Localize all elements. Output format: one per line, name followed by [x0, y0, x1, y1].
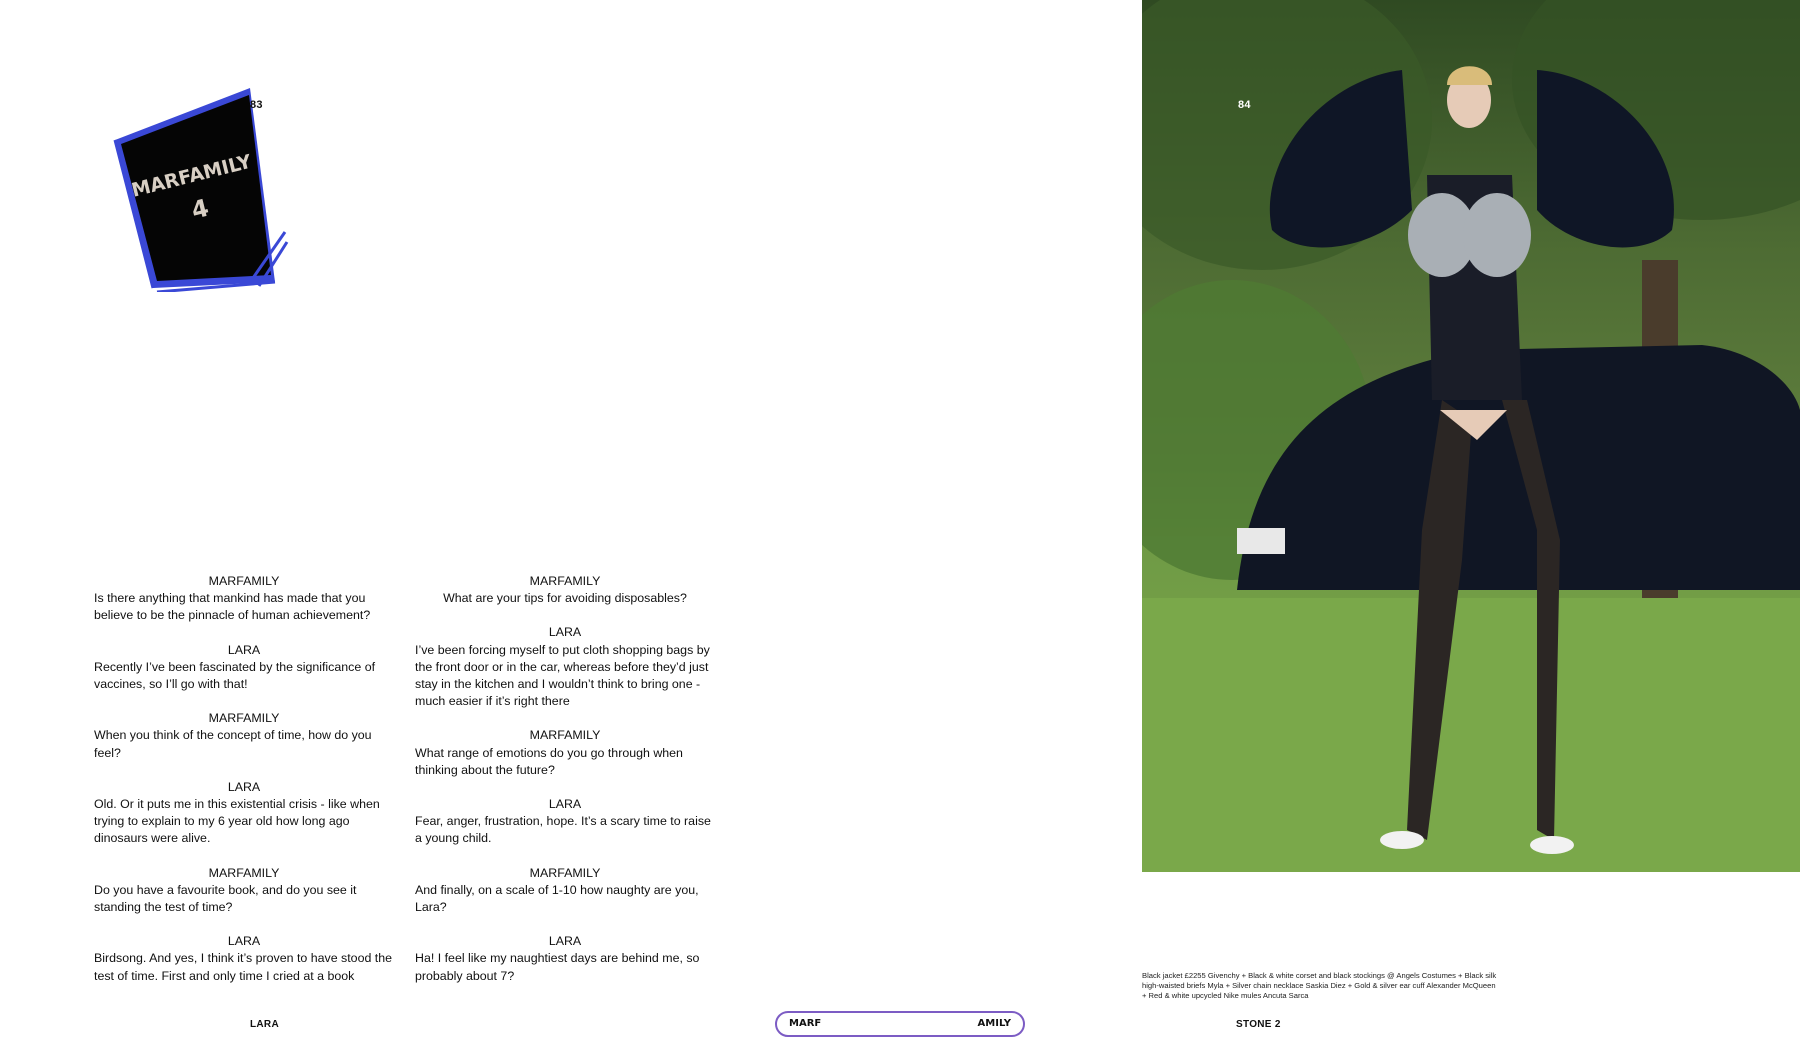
speaker-label: LARA — [227, 779, 261, 794]
speaker-label: MARFAMILY — [208, 711, 280, 726]
qa-text: Do you have a favourite book, and do you see it standing the test of time? — [94, 882, 357, 915]
page-number-right: 84 — [1238, 99, 1251, 111]
svg-text:MARFAMILY: MARFAMILY — [129, 150, 254, 202]
speaker-label: MARFAMILY — [208, 865, 280, 880]
qa-block — [94, 865, 394, 917]
speaker-label: MARFAMILY — [529, 865, 601, 880]
qa-text: Birdsong. And yes, I think it’s proven to have stood the test of time. First and only time I cried at a book — [94, 951, 393, 983]
marfamily-pill-logo — [775, 1011, 1025, 1037]
fashion-credits: Black jacket £2255 Givenchy + Black & white corset and black stockings @ Angels Costumes + Black silk high-waisted briefs Myla + Silver chain necklace Saskia Diez + Gold & silver ear cuff Alexander McQueen + Red & white upcycled Nike mules Ancuta Sarca — [1142, 971, 1497, 1000]
speaker-label: LARA — [548, 934, 582, 949]
qa-block — [94, 933, 394, 985]
pill-right-text: AMILY — [977, 1018, 1011, 1029]
qa-text: I’ve been forcing myself to put cloth shopping bags by the front door or in the car, whereas before they’d just stay in the kitchen and I wouldn’t think to bring one - much easier if it’s right there — [415, 642, 710, 709]
speaker-label: MARFAMILY — [208, 574, 280, 588]
qa-block — [415, 573, 715, 607]
speaker-label: LARA — [548, 625, 582, 640]
fashion-photo-illustration — [1142, 0, 1800, 872]
interview-column-1 — [94, 573, 394, 1002]
qa-block — [94, 710, 394, 762]
qa-text: Fear, anger, frustration, hope. It’s a scary time to raise a young child. — [415, 814, 711, 846]
marfamily-4-book-logo — [105, 82, 290, 292]
qa-block — [415, 624, 715, 710]
footer-lara: LARA — [250, 1019, 279, 1030]
qa-text: Old. Or it puts me in this existential crisis - like when trying to explain to my 6 year old how long ago dinosaurs were alive. — [94, 797, 380, 846]
qa-text: Recently I’ve been fascinated by the significance of vaccines, so I’ll go with that! — [94, 659, 376, 692]
fashion-photo — [1142, 0, 1800, 872]
qa-text: What range of emotions do you go through when thinking about the future? — [415, 745, 683, 777]
qa-text: And finally, on a scale of 1-10 how naughty are you, Lara? — [415, 882, 699, 915]
qa-block — [415, 727, 715, 779]
qa-block — [94, 573, 394, 625]
qa-block — [415, 865, 715, 917]
speaker-label: MARFAMILY — [529, 728, 601, 743]
footer-stone-2: STONE 2 — [1236, 1019, 1281, 1030]
speaker-label: MARFAMILY — [529, 574, 601, 588]
speaker-label: LARA — [227, 642, 261, 657]
pill-left-text: MARF — [789, 1018, 822, 1029]
speaker-label: LARA — [227, 934, 261, 949]
qa-text: Ha! I feel like my naughtiest days are behind me, so probably about 7? — [415, 951, 700, 983]
qa-block — [415, 796, 715, 848]
svg-text:4: 4 — [188, 193, 212, 225]
speaker-label: LARA — [548, 797, 582, 812]
qa-text: When you think of the concept of time, how do you feel? — [94, 728, 372, 760]
qa-block — [94, 779, 394, 848]
page-number-left: 83 — [250, 99, 263, 111]
qa-text: Is there anything that mankind has made that you believe to be the pinnacle of human achievement? — [94, 591, 371, 623]
interview-column-2 — [415, 573, 715, 1002]
qa-block — [415, 933, 715, 985]
qa-text: What are your tips for avoiding disposables? — [443, 591, 687, 606]
qa-block — [94, 642, 394, 694]
